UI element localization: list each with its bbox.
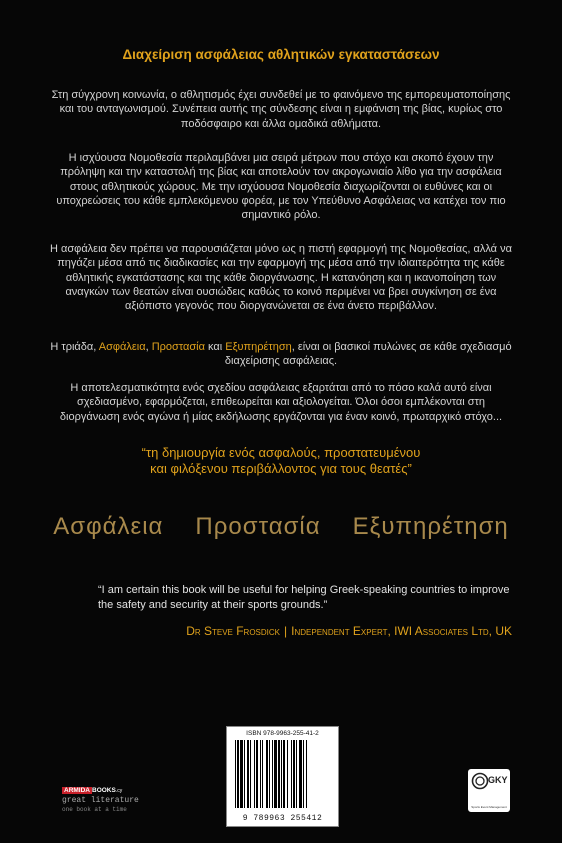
intro-paragraph: Στη σύγχρονη κοινωνία, ο αθλητισμός έχει συνδεθεί με το φαινόμενο της εμπορευματοποίησης και του ανταγωνισμού. Συνέπεια αυτής της σύνδεσης είναι η εμφάνιση της βίας, κυρίως στο ποδόσφαιρο και άλλα ομαδικά αθλήματα. — [51, 89, 511, 130]
effectiveness-paragraph: Η αποτελεσματικότητα ενός σχεδίου ασφάλειας εξαρτάται από το πόσο καλά αυτό είναι σχεδιασμένο, εφαρμόζεται, επιθεωρείται και αξιολογείται. Όλοι όσοι εμπλέκονται στη διοργάνωση ενός αγώνα ή μίας εκδήλωσης εργάζονται για έναν κοινό, πρωταρχικό στόχο... — [59, 382, 503, 423]
pillars-row — [0, 513, 562, 541]
publisher-wordmark-suffix: .cy — [115, 788, 123, 794]
pull-quote — [0, 445, 562, 477]
barcode-digits: 9 789963 255412 — [242, 814, 323, 823]
pull-quote-line-2: και φιλόξενου περιβάλλοντος για τους θεατές” — [150, 461, 412, 476]
endorsement-quote: “I am certain this book will be useful for helping Greek-speaking countries to improve the safety and security at their sports grounds.” — [98, 584, 510, 611]
barcode-bars-icon — [233, 740, 332, 810]
triad-comma: , — [145, 341, 152, 353]
triad-word-safety: Ασφάλεια — [98, 341, 146, 353]
partner-logo-subtext: Sports Event Management — [471, 805, 507, 809]
triad-text-pre: Η τριάδα, — [50, 341, 99, 353]
publisher-tagline — [62, 796, 139, 814]
publisher-tagline-1: great literature — [62, 796, 139, 805]
endorser-name: Dr Steve Frosdick — [186, 624, 281, 638]
publisher-wordmark — [62, 787, 139, 794]
triad-word-protection: Προστασία — [151, 341, 205, 353]
endorsement-attribution — [186, 624, 512, 638]
triad-text-post: , είναι οι βασικοί πυλώνες σε κάθε σχεδιασμό διαχείρισης ασφάλειας. — [224, 341, 512, 368]
endorser-role: Independent Expert, IWI Associates Ltd, UK — [291, 624, 512, 638]
triad-and: και — [204, 341, 226, 353]
publisher-wordmark-rest: BOOKS — [92, 787, 116, 794]
publisher-tagline-2: one book at a time — [62, 806, 127, 813]
back-cover-title: Διαχείριση ασφάλειας αθλητικών εγκαταστάσεων — [122, 47, 440, 62]
pillar-service: Εξυπηρέτηση — [352, 513, 509, 540]
legislation-paragraph: Η ισχύουσα Νομοθεσία περιλαμβάνει μια σειρά μέτρων που στόχο και σκοπό έχουν την πρόληψη και την καταστολή της βίας και αποτελούν τον ακρογωνιαίο λίθο για την ασφάλεια στους αθλητικούς χώρους. Με την ισχύουσα Νομοθεσία διαχωρίζονται οι ευθύνες και οι υποχρεώσεις του κάθε εμπλεκόμενου φορέα, με τον Υπεύθυνο Ασφάλειας να κατέχει τον πιο σημαντικό ρόλο. — [56, 152, 506, 222]
safety-paragraph: Η ασφάλεια δεν πρέπει να παρουσιάζεται μόνο ως η πιστή εφαρμογή της Νομοθεσίας, αλλά να πηγάζει μέσα από τις διαδικασίες και την εφαρμογή της μέσα από την ιδιαιτερότητα της κάθε αθλητικής εγκατάστασης και της κάθε διοργάνωσης. Η κατανόηση και η ικανοποίηση των αναγκών των θεατών είναι ουσιώδεις καθώς το κοινό περιμένει να βρει συγκίνηση σε ένα αξιόπιστο γεγονός που διοργανώνεται σε ένα άνετο περιβάλλον. — [50, 243, 512, 313]
pillar-protection: Προστασία — [195, 513, 321, 540]
partner-logo — [468, 769, 510, 812]
triad-word-service: Εξυπηρέτηση — [225, 341, 292, 353]
triad-paragraph — [50, 340, 512, 369]
attribution-separator: | — [284, 624, 288, 638]
publisher-logo — [62, 787, 139, 814]
pillar-safety: Ασφάλεια — [53, 513, 164, 540]
isbn-label: ISBN 978-9963-255-41-2 — [246, 730, 319, 737]
publisher-wordmark-red: ARMIDA — [64, 787, 90, 794]
isbn-barcode — [226, 726, 339, 827]
partner-logo-text: GKY — [488, 775, 508, 785]
gky-swirl-icon — [471, 772, 489, 790]
pull-quote-line-1: “τη δημιουργία ενός ασφαλούς, προστατευμένου — [141, 445, 421, 460]
